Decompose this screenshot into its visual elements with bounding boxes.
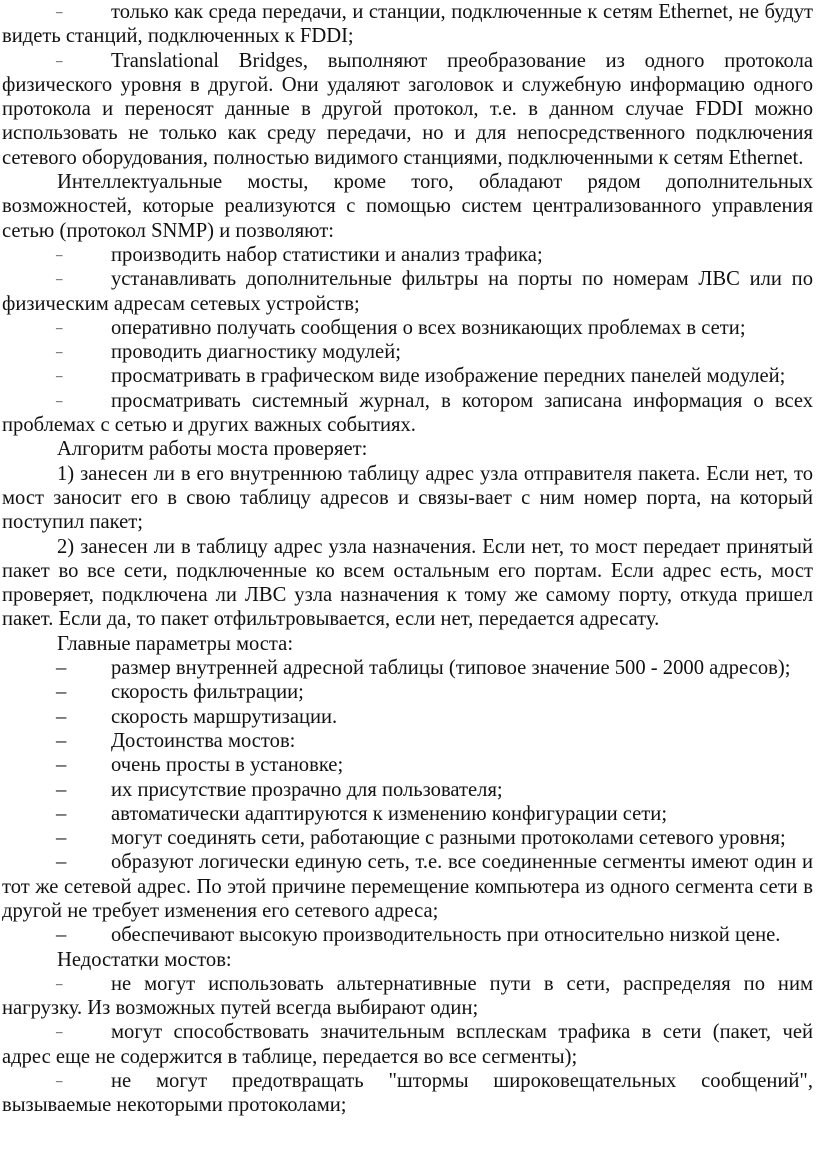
list-item: [2, 680, 813, 704]
list-item-text: очень просты в установке;: [111, 754, 344, 777]
list-item-text: Translational Bridges, выполняют преобразование из одного протокола физического уровня в другой. Они удаляют заголовок и служебную информацию одного протокола и переносят данные в другой протокол, т.е. в данном случае FDDI можно использовать не только как среду передачи, но и для непосредственного подключения сетевого оборудования, полностью видимого станциями, подключенными к сетям Ethernet.: [2, 49, 813, 169]
list-item: [2, 972, 813, 1021]
list-item: [2, 1069, 813, 1118]
list-item-text: могут способствовать значительным всплескам трафика в сети (пакет, чей адрес еще не содержится в таблице, передается во все сегменты);: [2, 1021, 813, 1068]
list-item-text: не могут предотвращать "штормы широковещательных сообщений", вызываемые некоторыми протоколами;: [2, 1070, 813, 1117]
list-dash: –: [56, 778, 67, 801]
list-item-text: просматривать системный журнал, в котором записана информация о всех проблемах с сетью и других важных событиях.: [2, 389, 813, 437]
paragraph: Алгоритм работы моста проверяет:: [57, 438, 368, 461]
list-dash: –: [56, 1073, 63, 1089]
paragraph: Недостатки мостов:: [57, 948, 232, 971]
list-item: [2, 778, 813, 802]
list-dash: –: [56, 368, 63, 384]
list-item-text: просматривать в графическом виде изображение передних панелей модулей;: [111, 365, 786, 388]
paragraph: Главные параметры моста:: [57, 632, 294, 655]
paragraph: Интеллектуальные мосты, кроме того, обладают рядом дополнительных возможностей, которые реализуются с помощью систем централизованного управления сетью (протокол SNMP) и позволяют:: [2, 171, 813, 242]
list-item-text: автоматически адаптируются к изменению конфигурации сети;: [111, 802, 668, 825]
list-dash: –: [56, 1024, 63, 1040]
list-item: [2, 243, 813, 267]
paragraph: 1) занесен ли в его внутреннюю таблицу адрес узла отправителя пакета. Если нет, то мост заносит его в свою таблицу адресов и связы-вает с ним номер порта, на который поступил пакет;: [2, 462, 813, 534]
list-item: [2, 729, 813, 753]
list-item: [2, 753, 813, 777]
list-dash: –: [56, 344, 63, 360]
list-dash: –: [56, 729, 67, 752]
list-dash: –: [56, 52, 63, 68]
list-dash: –: [56, 827, 67, 850]
list-dash: –: [56, 246, 63, 262]
list-item-text: Достоинства мостов:: [111, 729, 296, 752]
list-dash: –: [56, 802, 67, 825]
list-dash: –: [56, 754, 67, 777]
list-item: [2, 826, 813, 850]
list-dash: –: [56, 924, 67, 947]
list-item: [2, 267, 813, 316]
paragraph: 2) занесен ли в таблицу адрес узла назначения. Если нет, то мост передает принятый пакет во все сети, подключенные ко всем остальным его портам. Если адрес есть, мост проверяет, подключена ли ЛВС узла назначения к тому же самому порту, откуда пришел пакет. Если да, то пакет отфильтровывается, если нет, передается адресату.: [2, 535, 813, 631]
list-item-text: размер внутренней адресной таблицы (типовое значение 500 - 2000 адресов);: [111, 657, 791, 680]
list-item-text: только как среда передачи, и станции, подключенные к сетям Ethernet, не будут видеть станций, подключенных к FDDI;: [2, 1, 813, 48]
list-item: [2, 802, 813, 826]
list-item-text: могут соединять сети, работающие с разными протоколами сетевого уровня;: [111, 827, 786, 850]
list-dash: –: [56, 975, 63, 991]
list-dash: –: [56, 319, 63, 335]
list-dash: –: [56, 271, 63, 287]
list-item-text: их присутствие прозрачно для пользователя;: [111, 778, 503, 801]
list-item: [2, 1020, 813, 1069]
list-item-text: обеспечивают высокую производительность при относительно низкой цене.: [111, 924, 781, 947]
list-item-text: образуют логически единую сеть, т.е. все соединенные сегменты имеют один и тот же сетевой адрес. По этой причине перемещение компьютера из одного сегмента сети в другой не требует изменения его сетевого адреса;: [2, 851, 813, 922]
list-item-text: оперативно получать сообщения о всех возникающих проблемах в сети;: [111, 316, 746, 339]
list-dash: –: [56, 851, 67, 874]
list-item: [2, 0, 813, 49]
list-item: [2, 316, 813, 340]
list-item: [2, 923, 813, 947]
list-item: [2, 364, 813, 388]
list-item-text: проводить диагностику модулей;: [111, 341, 401, 364]
list-dash: –: [56, 681, 67, 704]
list-item-text: устанавливать дополнительные фильтры на порты по номерам ЛВС или по физическим адресам сетевых устройств;: [2, 268, 813, 315]
list-item-text: производить набор статистики и анализ трафика;: [111, 243, 543, 266]
list-item-text: скорость фильтрации;: [111, 681, 304, 704]
list-item: [2, 705, 813, 729]
list-dash: –: [56, 392, 63, 408]
list-item: [2, 49, 813, 170]
list-item: [2, 850, 813, 923]
list-dash: –: [56, 4, 63, 19]
list-item: [2, 389, 813, 438]
list-item-text: скорость маршрутизации.: [111, 705, 338, 728]
list-dash: –: [56, 705, 67, 728]
list-item: [2, 656, 813, 680]
list-dash: –: [56, 657, 67, 680]
list-item-text: не могут использовать альтернативные пути в сети, распределяя по ним нагрузку. Из возможных путей всегда выбирают один;: [2, 972, 813, 1020]
list-item: [2, 340, 813, 364]
